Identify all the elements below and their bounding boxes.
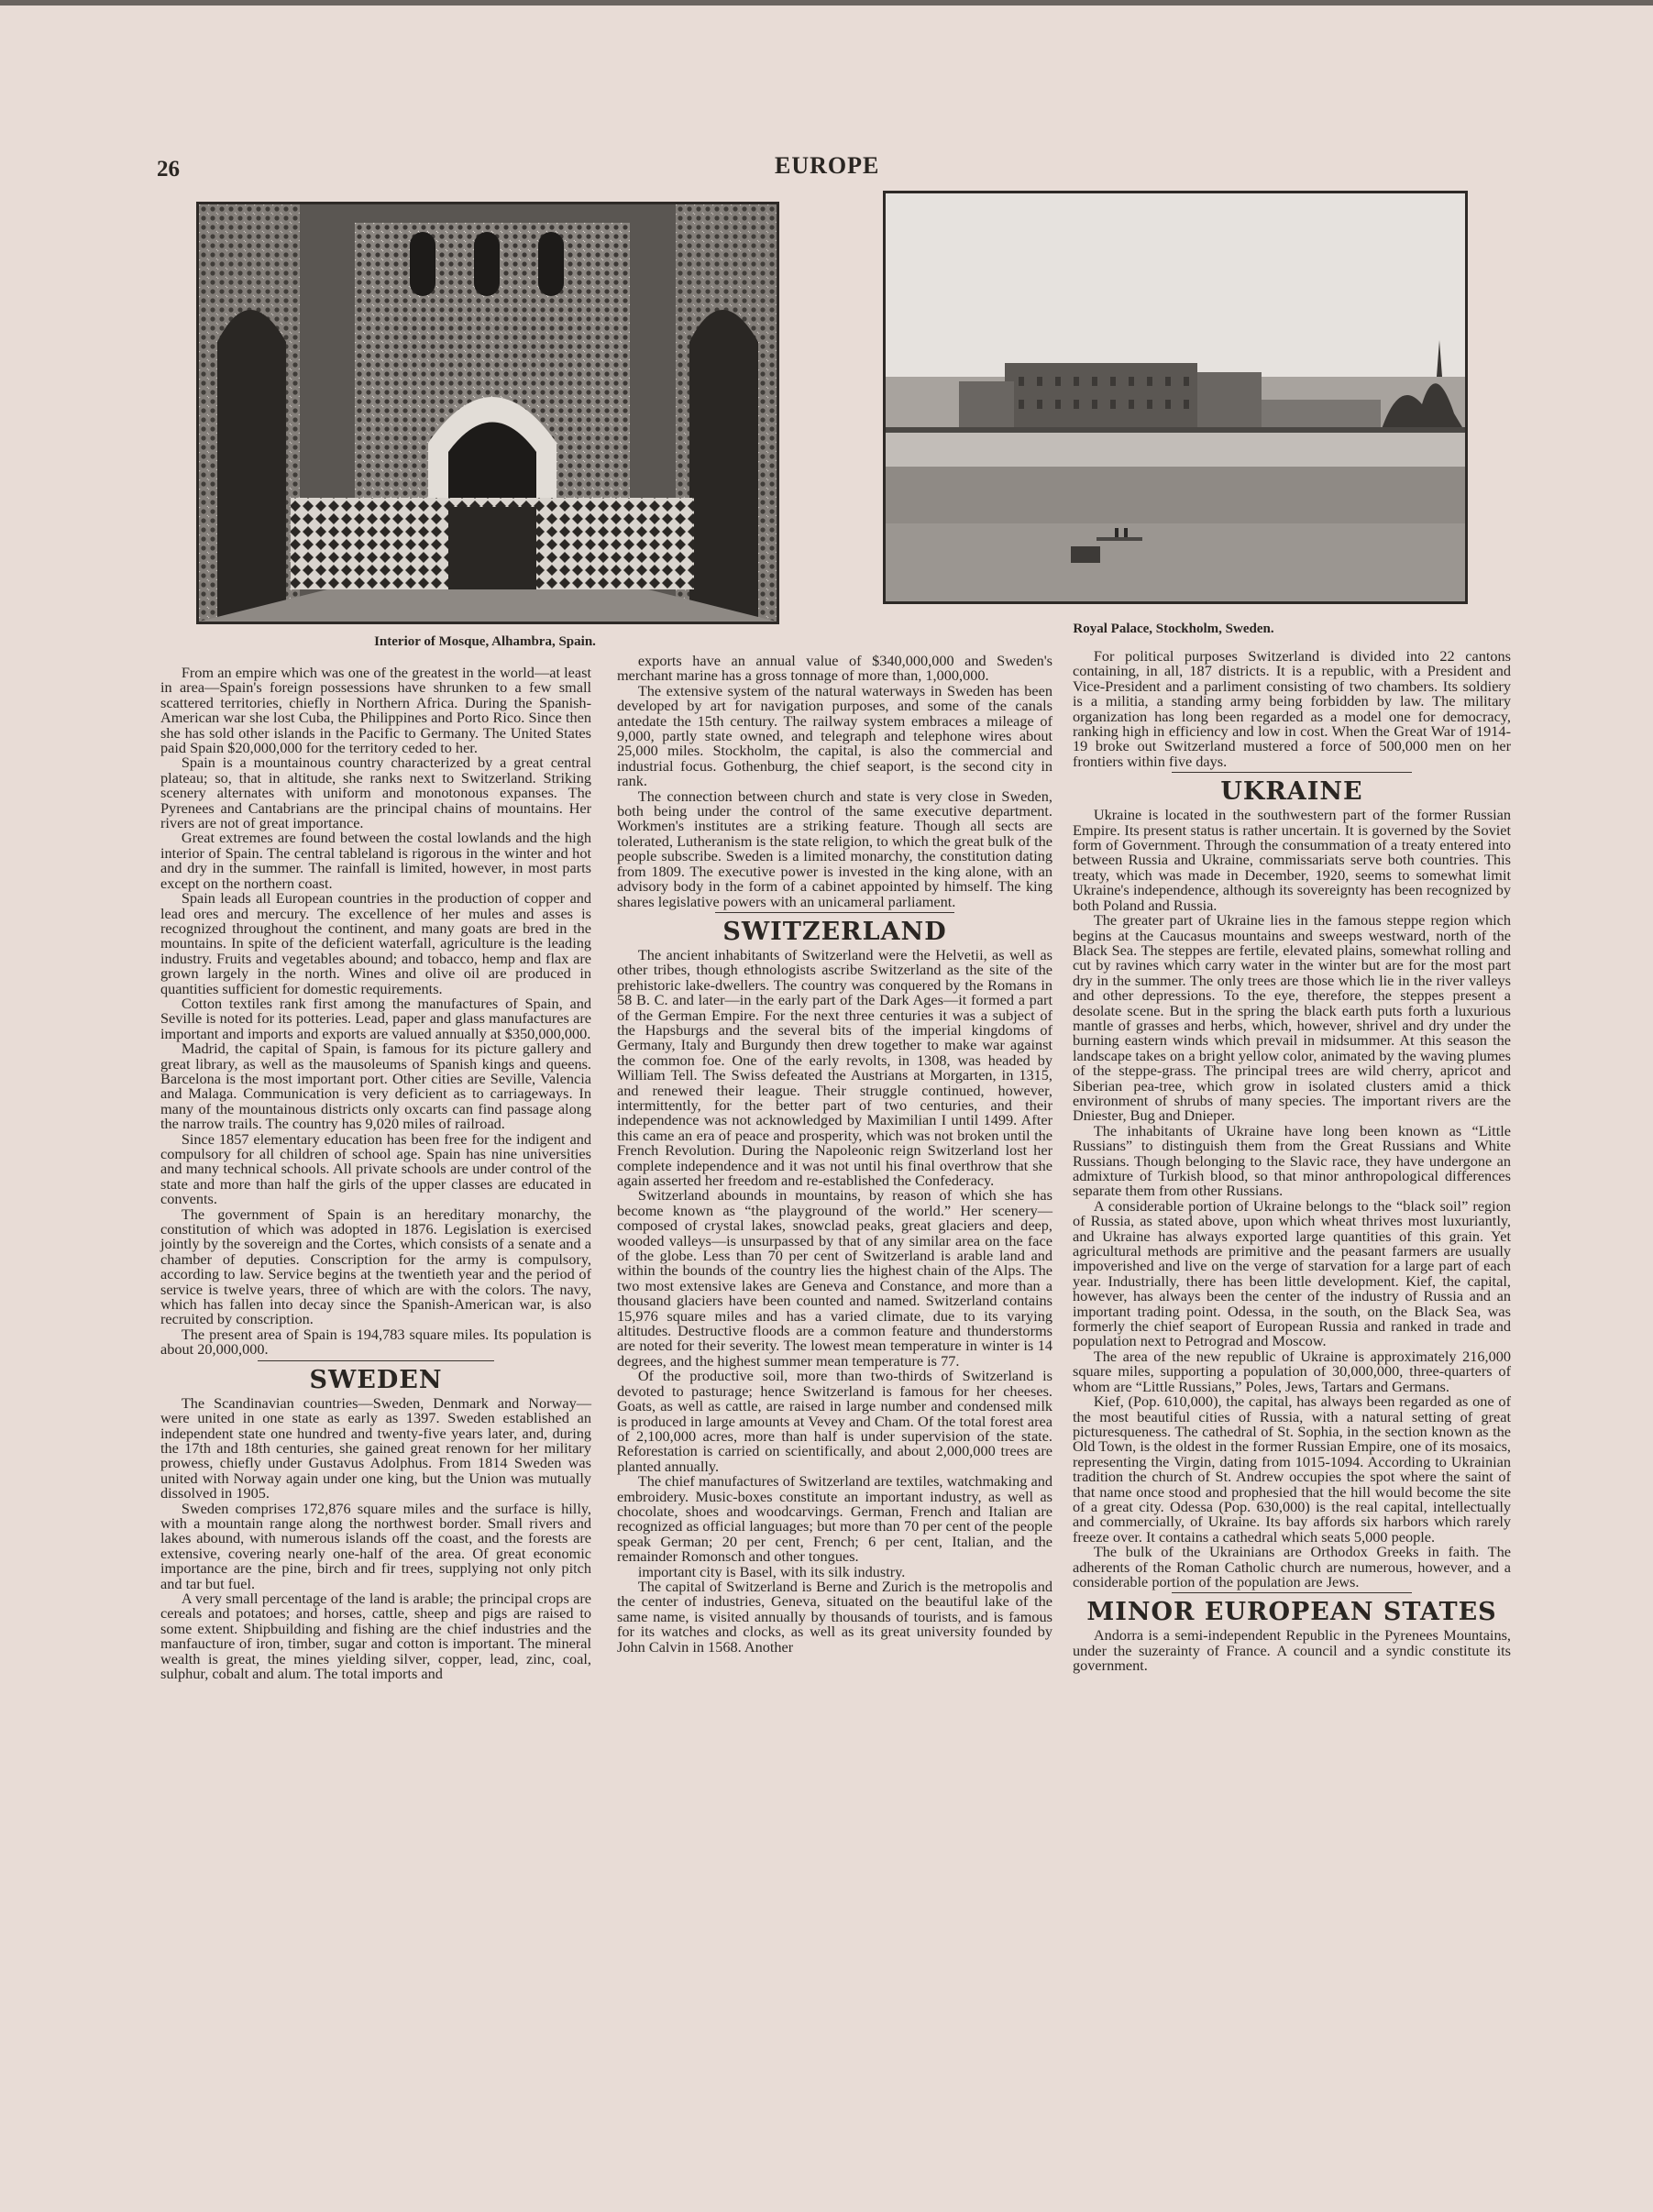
- section-heading-switzerland: SWITZERLAND: [722, 917, 947, 946]
- paragraph: important city is Basel, with its silk industry.: [637, 1562, 906, 1580]
- section-heading-ukraine: UKRAINE: [1220, 777, 1363, 807]
- paragraph: The Scandinavian countries—Sweden, Denmark and Norway—were united in one state as early as 1397. Sweden established an independent state one hundred and twenty-five years later, and, during the 17th and 18th centuries, she gained great renown for her military prowess, chiefly under Gustavus Adolphus. From 1814 Sweden was united with Norway again under one king, but the Union was mutually dissolved in 1905.: [160, 1393, 591, 1502]
- stockholm-palace-photo: [883, 191, 1468, 604]
- paragraph: Ukraine is located in the southwestern part of the former Russian Empire. Its present status is rather uncertain. It is governed by the Soviet form of Government. Through the consummation of a treaty entered into between Russia and Ukraine, commissariats serve both countries. This treaty, which was made in December, 1920, seems to somewhat limit Ukraine's independence, although its sovereignty has been recognized by both Poland and Russia.: [1073, 806, 1511, 914]
- section-heading-sweden: SWEDEN: [309, 1365, 443, 1394]
- section-divider: [1172, 1592, 1413, 1593]
- paragraph: exports have an annual value of $340,000,000 and Sweden's merchant marine has a gross tonnage of more than, 1,000,000.: [617, 652, 1052, 685]
- page-top-edge: [0, 0, 1653, 6]
- paragraph: Spain is a mountainous country characterized by a great central plateau; so, that in altitude, she ranks next to Switzerland. Striking scenery alternates with uniform and monotonous expanses. The Pyrenees and Cantabrians are the principal chains of mountains. Her rivers are not of great importance.: [160, 754, 591, 832]
- section-divider: [715, 912, 954, 913]
- paragraph: Spain leads all European countries in the production of copper and lead ores and mercury. The excellence of her mules and asses is recognized throughout the continent, and many goats are bred in the mountains. In spite of the deficient waterfall, agriculture is the leading industry. Fruits and vegetables abound; and tobacco, hemp and flax are grown largely in the north. Wines and olive oil are produced in quantities sufficient for domestic requirements.: [160, 889, 591, 997]
- paragraph: The present area of Spain is 194,783 square miles. Its population is about 20,000,000.: [160, 1325, 591, 1359]
- stockholm-caption: Royal Palace, Stockholm, Sweden.: [1073, 622, 1274, 636]
- alhambra-caption: Interior of Mosque, Alhambra, Spain.: [374, 634, 596, 649]
- paragraph: The bulk of the Ukrainians are Orthodox Greeks in faith. The adherents of the Roman Catholic church are numerous, however, and a considerable portion of the population are Jews.: [1073, 1543, 1511, 1590]
- paragraph: The extensive system of the natural waterways in Sweden has been developed by art for navigation purposes, and some of the canals antedate the 15th century. The railway system embraces a mileage of 9,000, partly state owned, and telegraph and telephone wires about 25,000 miles. Stockholm, the capital, is also the commercial and industrial focus. Gothenburg, the chief seaport, is the second city in rank.: [617, 681, 1052, 790]
- column-2: [617, 654, 1052, 1655]
- page-number: 26: [157, 157, 180, 182]
- paragraph: The area of the new republic of Ukraine is approximately 216,000 square miles, supporting a population of 30,000,000, three-quarters of whom are “Little Russians,” Poles, Jews, Tartars and Germans.: [1073, 1347, 1511, 1395]
- paragraph: Of the productive soil, more than two-thirds of Switzerland is devoted to pasturage; hence Switzerland is famous for her cheeses. Goats, as well as cattle, are raised in large number and condensed milk is produced in large amounts at Vevey and Cham. Of the total forest area of 2,100,000 acres, more than half is under supervision of the state. Reforestation is carried on scientifically, and about 2,000,000 trees are planted annually.: [617, 1367, 1052, 1475]
- paragraph: Switzerland abounds in mountains, by reason of which she has become known as “the playground of the world.” Her scenery—composed of crystal lakes, snowclad peaks, great glaciers and deep, wooded valleys—is unsurpassed by that of any similar area on the face of the globe. Less than 70 per cent of Switzerland is arable land and within the bounds of the country lies the highest chain of the Alps. The two most extensive lakes are Geneva and Constance, and more than a thousand glaciers have been counted and named. Switzerland contains 15,976 square miles and has a varied climate, due to its varying altitudes. Destructive floods are a common feature and thunderstorms are noted for their severity. The lowest mean temperature in winter is 14 degrees, and the highest summer mean temperature is 77.: [617, 1186, 1052, 1370]
- paragraph: From an empire which was one of the greatest in the world—at least in area—Spain's foreign possessions have shrunken to a few small scattered territories, chiefly in Northern Africa. During the Spanish-American war she lost Cuba, the Philippines and Porto Rico. Since then she has sold other islands in the Pacific to Germany. The United States paid Spain $20,000,000 for the territory ceded to her.: [160, 664, 591, 757]
- paragraph: Andorra is a semi-independent Republic in the Pyrenees Mountains, under the suzerainty of France. A council and a syndic constitute its government.: [1073, 1626, 1511, 1675]
- section-divider: [1172, 772, 1413, 773]
- section-divider: [258, 1360, 495, 1361]
- paragraph: Since 1857 elementary education has been free for the indigent and compulsory for all children of school age. Spain has nine universities and many technical schools. All private schools are under control of the state and more than half the girls of the upper classes are educated in convents.: [160, 1129, 591, 1208]
- paragraph: The connection between church and state is very close in Sweden, both being under the control of the same executive department. Workmen's institutes are a striking feature. Though all sects are tolerated, Lutheranism is the state religion, to which the great bulk of the people subscribe. Sweden is a limited monarchy, the constitution dating from 1809. The executive power is invested in the king alone, with an advisory body in the form of a cabinet appointed by himself. The king shares legislative powers with an unicameral parliament.: [617, 787, 1052, 910]
- paragraph: The capital of Switzerland is Berne and Zurich is the metropolis and the center of industries, Geneva, situated on the beautiful lake of the same name, is visited annually by thousands of tourists, and is famous for its watches and clocks, as well as its great university founded by John Calvin in 1568. Another: [617, 1577, 1052, 1656]
- alhambra-photo: [196, 202, 779, 624]
- paragraph: Great extremes are found between the costal lowlands and the high interior of Spain. The central tableland is rigorous in the winter and hot and dry in the summer. The rainfall is limited, however, in most parts except on the northern coast.: [160, 829, 591, 892]
- paragraph: Cotton textiles rank first among the manufactures of Spain, and Seville is noted for its potteries. Lead, paper and glass manufactures are important and imports and exports are valued annually at $350,000,000.: [160, 994, 591, 1042]
- running-head: EUROPE: [775, 152, 880, 179]
- paragraph: For political purposes Switzerland is divided into 22 cantons containing, in all, 187 districts. It is a republic, with a President and Vice-President and a parliment consisting of two chambers. Its soldiery is a militia, a standing army being forbidden by law. The military organization has long been regarded as a model one for democracy, ranking high in efficiency and low in cost. When the Great War of 1914-19 broke out Switzerland mustered a force of 500,000 men on her frontiers within five days.: [1073, 647, 1511, 770]
- paragraph: Sweden comprises 172,876 square miles and the surface is hilly, with a mountain range along the northwest border. Small rivers and lakes abound, with numerous islands off the coast, and the forests are extensive, covering nearly one-half of the area. Of great economic importance are the pine, birch and fir trees, supplying not only pitch and tar but fuel.: [160, 1499, 591, 1592]
- paragraph: The chief manufactures of Switzerland are textiles, watchmaking and embroidery. Music-boxes constitute an important industry, as well as chocolate, shoes and woodcarvings. German, French and Italian are recognized as official languages; but more than 70 per cent of the people speak German; 20 per cent, French; 6 per cent, Italian, and the remainder Romonsch and other tongues.: [617, 1472, 1052, 1566]
- paragraph: Madrid, the capital of Spain, is famous for its picture gallery and great library, as well as the mausoleums of Spanish kings and queens. Barcelona is the most important port. Other cities are Seville, Valencia and Malaga. Communication is very deficient as to carriageways. In many of the mountainous districts only oxcarts can find passage along the narrow trails. The country has 9,020 miles of railroad.: [160, 1040, 591, 1133]
- column-3: [1073, 649, 1511, 1674]
- paragraph: The ancient inhabitants of Switzerland were the Helvetii, as well as other tribes, though ethnologists ascribe Switzerland as the site of the prehistoric lake-dwellers. The country was conquered by the Romans in 58 B. C. and later—in the early part of the Dark Ages—it formed a part of the German Empire. For the next three centuries it was a subject of the Hapsburgs and the several bits of the imperial kingdoms of Germany, Italy and Burgundy then drew together to make war against the common foe. One of the early revolts, in 1308, was headed by William Tell. The Swiss defeated the Austrians at Morgarten, in 1315, and renewed their league. Their struggle continued, however, intermittently, for the better part of two centuries, and their independence was not acknowledged by Maximilian I until 1499. After this came an era of peace and prosperity, which was not broken until the French Revolution. During the Napoleonic reign Switzerland lost her complete independence and it was not until his final overthrow that she again asserted her freedom and re-established the Confederacy.: [617, 945, 1052, 1189]
- paragraph: The government of Spain is an hereditary monarchy, the constitution of which was adopted in 1876. Legislation is exercised jointly by the sovereign and the Cortes, which consists of a senate and a chamber of deputies. Conscription for the army is compulsory, according to law. Service begins at the twentieth year and the period of service is twelve years, three of which are with the colors. The navy, which has fallen into decay since the Spanish-American war, is also recruited by conscription.: [160, 1205, 591, 1328]
- section-heading-minor-european-states: MINOR EUROPEAN STATES: [1086, 1598, 1497, 1627]
- paragraph: The greater part of Ukraine lies in the famous steppe region which begins at the Caucasus mountains and sweeps westward, north of the Black Sea. The steppes are fertile, elevated plains, somewhat rolling and cut by ravines which carry water in the winter but are for the most part dry in the summer. The only trees are those which lie in the river valleys and other depressions. To the eye, therefore, the steppes present a desolate scene. But in the spring the black earth puts forth a luxurious mantle of grasses and herbs, which, however, shrivel and dry under the burning eastern winds which prevail in midsummer. At this season the landscape takes on a bright yellow color, animated by the waving plumes of the steppe-grass. The principal trees are wild cherry, apricot and Siberian pea-tree, which grow in isolated clusters amid a thick environment of shrubs of many species. The important rivers are the Dniester, Bug and Dnieper.: [1073, 911, 1511, 1125]
- paragraph: The inhabitants of Ukraine have long been known as “Little Russians” to distinguish them from the Great Russians and White Russians. Though belonging to the Slavic race, they have undergone an admixture of Turkish blood, so that minor anthropological differences separate them from other Russians.: [1073, 1121, 1511, 1200]
- column-1: [160, 666, 591, 1681]
- paragraph: A considerable portion of Ukraine belongs to the “black soil” region of Russia, as stated above, upon which wheat thrives most luxuriantly, and Ukraine has always exported large quantities of this grain. Yet agricultural methods are primitive and the peasant farmers are usually impoverished and live on the verge of starvation for a large part of each year. Industrially, there has been little development. Kief, the capital, however, has always been the center of the industry of Russia and an important trading point. Odessa, in the south, on the Black Sea, was formerly the chief seaport of European Russia and ranked in trade and population next to Petrograd and Moscow.: [1073, 1196, 1511, 1350]
- paragraph: Kief, (Pop. 610,000), the capital, has always been regarded as one of the most beautiful cities of Russia, with a natural setting of great picturesqueness. The cathedral of St. Sophia, in the section known as the Old Town, is the oldest in the former Russian Empire, one of its mosaics, representing the Virgin, dating from 1015-1094. According to Ukrainian tradition the church of St. Andrew occupies the spot where the saint of that name once stood and prophesied that the hill would become the site of a great city. Odessa (Pop. 630,000) is the real capital, intellectually and commercially, of Ukraine. Its bay affords six harbors which rarely freeze over. It contains a cathedral which seats 5,000 people.: [1073, 1392, 1511, 1546]
- paragraph: A very small percentage of the land is arable; the principal crops are cereals and potatoes; and horses, cattle, sheep and pigs are raised to some extent. Shipbuilding and fishing are the chief industries and the manfaucture of iron, timber, sugar and cotton is important. The mineral wealth is great, the mines yielding silver, copper, lead, zinc, coal, sulphur, cobalt and alum. The total imports and: [160, 1589, 591, 1682]
